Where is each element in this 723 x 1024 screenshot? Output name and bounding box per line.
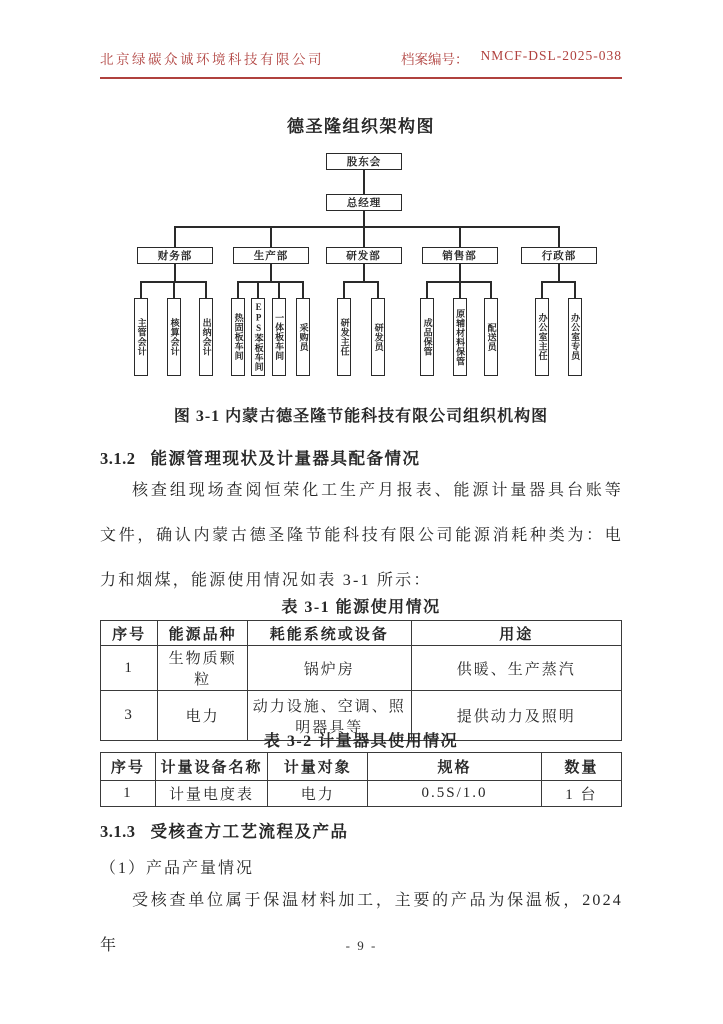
table-energy-usage [100, 620, 622, 741]
org-node-role: 成品保管 [420, 298, 434, 376]
org-node-role: 出纳会计 [199, 298, 213, 376]
org-node-role: 配送员 [484, 298, 498, 376]
org-node-department: 研发部 [326, 247, 402, 264]
cell: 3 [101, 691, 158, 741]
org-node-department: 财务部 [137, 247, 213, 264]
org-connector-line [363, 211, 365, 227]
cell: 生物质颗粒 [158, 646, 248, 691]
org-connector-line [541, 281, 543, 298]
col-header: 序号 [101, 621, 158, 646]
table-header-row [101, 621, 622, 646]
org-connector-line [174, 226, 176, 247]
org-connector-line [173, 281, 175, 298]
org-node-role: 一体板车间 [272, 298, 286, 376]
cell: 1 [101, 646, 158, 691]
org-node-role: 原辅材料保管 [453, 298, 467, 376]
table-meter-title: 表 3-2 计量器具使用情况 [263, 733, 459, 750]
org-connector-line [574, 281, 576, 298]
org-connector-line [558, 264, 560, 281]
cell: 计量电度表 [155, 781, 268, 807]
org-node-role: 办公室专员 [568, 298, 582, 376]
section-heading-312 [100, 445, 622, 469]
org-node-role: 研发员 [371, 298, 385, 376]
org-node-department: 行政部 [521, 247, 597, 264]
org-connector-line [257, 281, 259, 298]
org-connector-line [459, 264, 461, 281]
col-header: 规格 [368, 753, 541, 781]
archive-code: NMCF-DSL-2025-038 [480, 48, 622, 63]
section-number: 3.1.3 [100, 822, 136, 841]
org-node-role: 主管会计 [134, 298, 148, 376]
org-connector-line [363, 226, 365, 247]
org-connector-line [363, 264, 365, 281]
org-chart [99, 150, 624, 395]
cell: 1 台 [541, 781, 621, 807]
org-connector-line [302, 281, 304, 298]
cell: 供暖、生产蒸汽 [411, 646, 622, 691]
company-name: 北京绿碳众诚环境科技有限公司 [100, 52, 324, 67]
col-header: 能源品种 [158, 621, 248, 646]
col-header: 数量 [541, 753, 621, 781]
org-node-general-manager: 总经理 [326, 194, 402, 211]
orgchart-title: 德圣隆组织架构图 [287, 117, 435, 136]
col-header: 序号 [101, 753, 156, 781]
org-node-role: 热固板车间 [231, 298, 245, 376]
section-title: 能源管理现状及计量器具配备情况 [150, 449, 421, 468]
subsection-product-output: （1）产品产量情况 [100, 860, 255, 877]
table-meter-usage [100, 752, 622, 807]
org-connector-line [237, 281, 304, 283]
paragraph-energy-overview: 核查组现场查阅恒荣化工生产月报表、能源计量器具台账等文件，确认内蒙古德圣隆节能科技有限公司能源消耗种类为：电力和烟煤，能源使用情况如表 3-1 所示： [100, 482, 623, 589]
org-node-department: 销售部 [422, 247, 498, 264]
org-connector-line [270, 264, 272, 281]
col-header: 计量对象 [268, 753, 368, 781]
org-connector-line [541, 281, 576, 283]
cell: 电力 [268, 781, 368, 807]
page-number: - 9 - [345, 938, 378, 953]
org-node-role: 办公室主任 [535, 298, 549, 376]
cell: 动力设施、空调、照明器具等 [247, 691, 411, 741]
cell: 提供动力及照明 [411, 691, 622, 741]
table-energy-title: 表 3-1 能源使用情况 [281, 599, 441, 616]
cell: 0.5S/1.0 [368, 781, 541, 807]
org-node-shareholders: 股东会 [326, 153, 402, 170]
section-number: 3.1.2 [100, 449, 136, 468]
org-connector-line [140, 281, 142, 298]
org-node-department: 生产部 [233, 247, 309, 264]
org-connector-line [490, 281, 492, 298]
cell: 1 [101, 781, 156, 807]
org-node-role: 核算会计 [167, 298, 181, 376]
cell: 电力 [158, 691, 248, 741]
section-heading-313 [100, 818, 622, 842]
col-header: 用途 [411, 621, 622, 646]
figure-caption: 图 3-1 内蒙古德圣隆节能科技有限公司组织机构图 [173, 408, 549, 425]
section-title: 受核查方工艺流程及产品 [150, 822, 349, 841]
archive-number [401, 48, 622, 68]
org-connector-line [426, 281, 428, 298]
org-connector-line [278, 281, 280, 298]
table-row [101, 781, 622, 807]
org-connector-line [205, 281, 207, 298]
table-row [101, 646, 622, 691]
col-header: 耗能系统或设备 [247, 621, 411, 646]
org-connector-line [377, 281, 379, 298]
org-node-role: 采购员 [296, 298, 310, 376]
org-connector-line [459, 281, 461, 298]
col-header: 计量设备名称 [155, 753, 268, 781]
org-connector-line [237, 281, 239, 298]
org-node-role: 研发主任 [337, 298, 351, 376]
org-connector-line [459, 226, 461, 247]
org-connector-line [174, 264, 176, 281]
org-connector-line [174, 226, 560, 228]
org-connector-line [363, 170, 365, 194]
paragraph-product: 受核查单位属于保温材料加工，主要的产品为保温板，2024 年 [100, 892, 623, 954]
org-connector-line [558, 226, 560, 247]
org-connector-line [270, 226, 272, 247]
org-connector-line [343, 281, 379, 283]
org-connector-line [343, 281, 345, 298]
table-header-row [101, 753, 622, 781]
archive-label: 档案编号： [400, 52, 469, 67]
cell: 锅炉房 [247, 646, 411, 691]
org-node-role: EPS苯板车间 [251, 298, 265, 376]
page-header [100, 48, 622, 79]
